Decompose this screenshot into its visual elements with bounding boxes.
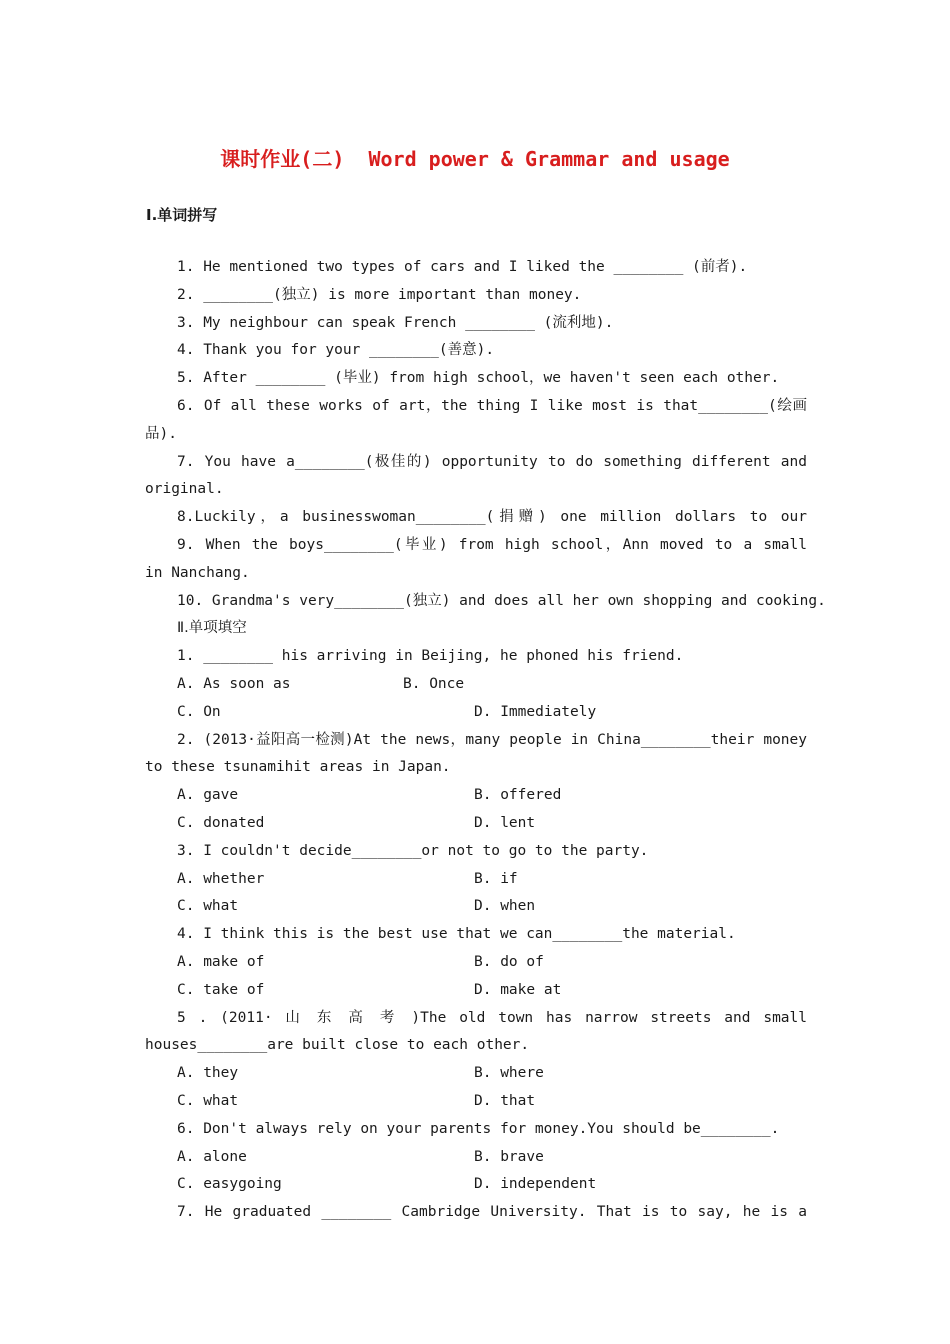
option-row: [145, 893, 807, 921]
spelling-item: 1. He mentioned two types of cars and I liked the ________ (前者).: [177, 259, 748, 275]
option-c: C. On: [177, 703, 221, 720]
page-title: 课时作业(二) Word power & Grammar and usage: [220, 147, 730, 171]
spelling-item-continuation: in Nanchang.: [145, 564, 250, 581]
option-a: A. make of: [177, 953, 265, 970]
spelling-item: 5. After ________ (毕业) from high school，we haven't seen each other.: [177, 370, 780, 387]
option-d: D. Immediately: [474, 703, 597, 720]
document-body: [145, 254, 826, 1227]
spelling-item-continuation: original.: [145, 481, 224, 498]
option-row: [145, 977, 807, 1005]
option-row: [145, 1060, 807, 1088]
question-stem: 5 . (2011· 山 东 高 考 )The old town has narrow streets and small: [177, 1009, 807, 1026]
option-b: B. Once: [403, 675, 465, 692]
question-stem: 4. I think this is the best use that we can________the material.: [177, 926, 736, 943]
option-c: C. easygoing: [177, 1176, 282, 1193]
option-row: [145, 1088, 807, 1116]
option-row: [145, 1171, 807, 1199]
question-stem: 3. I couldn't decide________or not to go to the party.: [177, 842, 649, 859]
option-b: B. if: [474, 870, 518, 887]
spelling-item: 6. Of all these works of art，the thing I like most is that________(绘画: [177, 397, 807, 414]
option-c: C. what: [177, 898, 239, 915]
option-c: C. donated: [177, 814, 265, 831]
option-a: A. alone: [177, 1148, 247, 1165]
option-a: A. they: [177, 1065, 239, 1082]
option-c: C. take of: [177, 981, 265, 998]
option-d: D. that: [474, 1092, 536, 1109]
option-row: [145, 949, 807, 977]
spelling-item-continuation: 品).: [145, 425, 177, 442]
option-row: [145, 810, 807, 838]
spelling-item: 7. You have a________(极佳的) opportunity to do something different and: [177, 453, 807, 470]
spelling-item: 8.Luckily，a businesswoman________(捐赠) one million dollars to our: [177, 509, 807, 526]
question-stem-continuation: to these tsunamihit areas in Japan.: [145, 759, 451, 776]
section-heading-spelling: Ⅰ.单词拼写: [146, 206, 218, 224]
section-heading-choice: Ⅱ.单项填空: [177, 620, 247, 637]
option-row: [145, 699, 807, 727]
option-a: A. whether: [177, 870, 265, 887]
option-d: D. make at: [474, 981, 562, 998]
option-row: [145, 866, 807, 894]
spelling-item: 9. When the boys________(毕业) from high school，Ann moved to a small: [177, 536, 807, 553]
spelling-item: 10. Grandma's very________(独立) and does all her own shopping and cooking.: [177, 592, 826, 609]
option-d: D. lent: [474, 814, 536, 831]
option-b: B. offered: [474, 787, 562, 804]
option-d: D. when: [474, 898, 536, 915]
question-stem: 6. Don't always rely on your parents for money.You should be________.: [177, 1120, 780, 1137]
option-row: [145, 671, 807, 699]
question-stem: 7. He graduated ________ Cambridge University. That is to say, he is a: [177, 1204, 807, 1221]
spelling-item: 4. Thank you for your ________(善意).: [177, 342, 495, 359]
option-row: [145, 1144, 807, 1172]
option-a: A. As soon as: [177, 675, 291, 692]
option-a: A. gave: [177, 787, 239, 804]
spelling-item: 3. My neighbour can speak French ________ (流利地).: [177, 314, 614, 331]
option-row: [145, 782, 807, 810]
option-c: C. what: [177, 1092, 239, 1109]
option-b: B. brave: [474, 1148, 544, 1165]
option-b: B. where: [474, 1065, 544, 1082]
question-stem-continuation: houses________are built close to each other.: [145, 1037, 530, 1054]
question-stem: 1. ________ his arriving in Beijing, he phoned his friend.: [177, 648, 684, 665]
spelling-item: 2. ________(独立) is more important than money.: [177, 286, 582, 303]
question-stem: 2. (2013·益阳高一检测)At the news，many people in China________their money: [177, 731, 807, 748]
option-d: D. independent: [474, 1176, 597, 1193]
option-b: B. do of: [474, 953, 544, 970]
